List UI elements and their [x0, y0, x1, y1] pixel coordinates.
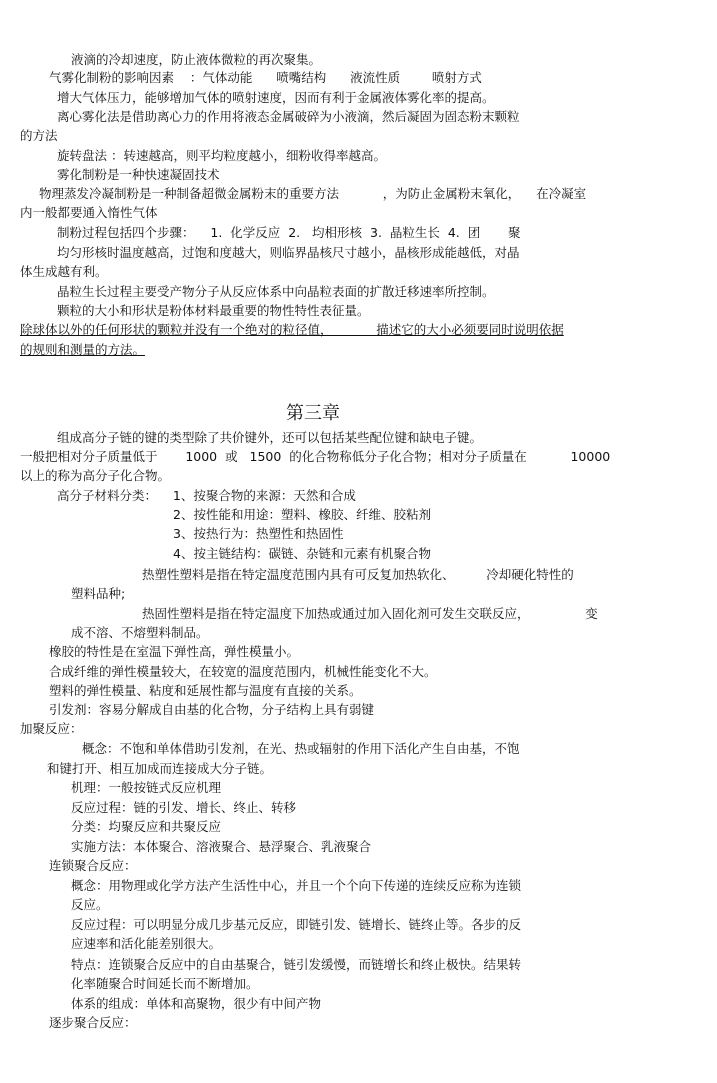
text-line: 晶粒生长过程主要受产物分子从反应体系中向晶粒表面的扩散迁移速率所控制。	[57, 284, 495, 299]
text-line: 雾化制粉是一种快速凝固技术	[57, 167, 220, 182]
text-line: 均匀形核时温度越高，过饱和度越大，则临界晶核尺寸越小，晶核形成能越低，对晶	[57, 245, 520, 260]
text-line: 应速率和活化能差别很大。	[71, 936, 222, 951]
text-line: 热塑性塑料是指在特定温度范围内具有可反复加热软化、 冷却硬化特性的	[142, 567, 574, 582]
text-line: 概念：用物理或化学方法产生活性中心，并且一个个向下传递的连续反应称为连锁	[71, 878, 522, 893]
text-line: 3、按热行为：热塑性和热固性	[173, 526, 344, 541]
text-line: 体系的组成：单体和高聚物，很少有中间产物	[71, 996, 322, 1011]
text-line: 实施方法：本体聚合、溶液聚合、悬浮聚合、乳液聚合	[71, 839, 372, 854]
underlined-text-line: 除球体以外的任何形状的颗粒并没有一个绝对的粒径值， 描述它的大小必须要同时说明依据	[20, 322, 564, 337]
text-line: 2、按性能和用途：塑料、橡胶、纤维、胶粘剂	[173, 507, 431, 522]
text-line: 4、按主链结构：碳链、杂链和元素有机聚合物	[173, 546, 431, 561]
text-line: 反应过程：可以明显分成几步基元反应，即链引发、链增长、链终止等。各步的反	[71, 917, 522, 932]
text-line: 引发剂：容易分解成自由基的化合物，分子结构上具有弱键	[49, 702, 375, 717]
text-line: 分类：均聚反应和共聚反应	[71, 819, 222, 834]
text-line: 液滴的冷却速度，防止液体微粒的再次聚集。	[71, 52, 322, 67]
text-line: 热固性塑料是指在特定温度下加热或通过加入固化剂可发生交联反应， 变	[142, 606, 598, 621]
text-line: 体生成越有利。	[20, 264, 108, 279]
text-line: 以上的称为高分子化合物。	[20, 468, 171, 483]
text-line: 一般把相对分子质量低于 1000 或 1500 的化合物称低分子化合物；相对分子质量在 10000	[20, 449, 611, 464]
text-line: 气雾化制粉的影响因素 ：气体动能 喷嘴结构 液流性质 喷射方式	[49, 70, 482, 85]
text-line: 概念：不饱和单体借助引发剂，在光、热或辐射的作用下活化产生自由基，不饱	[82, 741, 520, 756]
text-line: 加聚反应：	[20, 721, 83, 736]
text-line: 颗粒的大小和形状是粉体材料最重要的物性特性表征量。	[57, 303, 370, 318]
text-line: 内一般都要通入惰性气体	[20, 205, 158, 220]
text-line: 机理：一般按链式反应机理	[71, 780, 222, 795]
text-line: 反应。	[71, 897, 109, 912]
text-line: 和键打开、相互加成而连接成大分子链。	[47, 761, 273, 776]
text-line: 化率随聚合时间延长而不断增加。	[71, 976, 259, 991]
text-line: 的方法	[20, 128, 58, 143]
text-line: 逐步聚合反应：	[49, 1015, 137, 1030]
underlined-text-line: 的规则和测量的方法。	[20, 342, 146, 357]
text-line: 物理蒸发冷凝制粉是一种制备超微金属粉末的重要方法 ，为防止金属粉末氧化， 在冷凝室	[39, 186, 587, 201]
text-line: 塑料品种;	[71, 586, 126, 601]
text-line: 高分子材料分类： 1、按聚合物的来源：天然和合成	[57, 488, 356, 503]
text-line: 离心雾化法是借助离心力的作用将液态金属破碎为小液滴，然后凝固为固态粉末颗粒	[57, 109, 520, 124]
text-line: 成不溶、不熔塑料制品。	[71, 625, 209, 640]
text-line: 制粉过程包括四个步骤： 1. 化学反应 2. 均相形核 3. 晶粒生长 4. 团 聚	[57, 225, 521, 240]
text-line: 增大气体压力，能够增加气体的喷射速度，因而有利于金属液体雾化率的提高。	[57, 90, 495, 105]
text-line: 塑料的弹性模量、粘度和延展性都与温度有直接的关系。	[49, 683, 362, 698]
chapter-title: 第三章	[286, 403, 340, 424]
text-line: 反应过程：链的引发、增长、终止、转移	[71, 800, 297, 815]
text-line: 组成高分子链的键的类型除了共价键外，还可以包括某些配位键和缺电子键。	[57, 430, 483, 445]
text-line: 旋转盘法 ：转速越高，则平均粒度越小，细粉收得率越高。	[57, 148, 386, 163]
text-line: 特点：连锁聚合反应中的自由基聚合，链引发缓慢，而链增长和终止极快。结果转	[71, 957, 522, 972]
text-line: 橡胶的特性是在室温下弹性高，弹性模量小。	[49, 644, 300, 659]
text-line: 连锁聚合反应：	[49, 858, 137, 873]
text-line: 合成纤维的弹性模量较大，在较宽的温度范围内，机械性能变化不大。	[49, 664, 437, 679]
